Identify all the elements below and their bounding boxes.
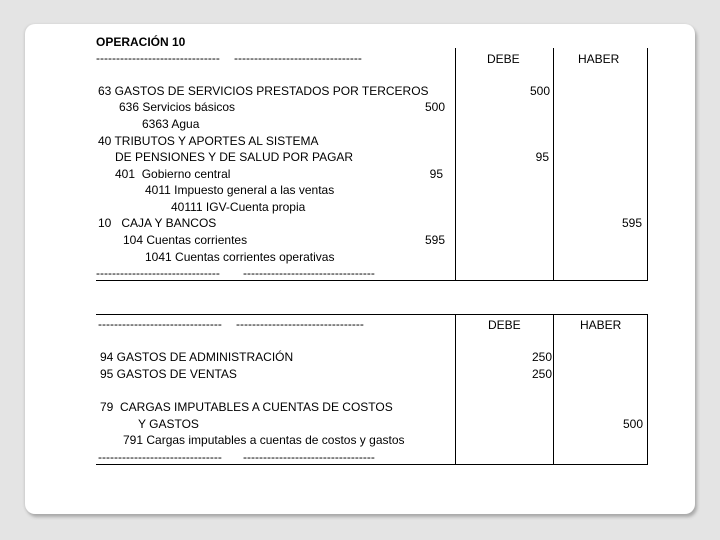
account-line: 79 CARGAS IMPUTABLES A CUENTAS DE COSTOS — [100, 400, 393, 414]
column-rule — [553, 48, 554, 280]
separator: ------------------------------- — [96, 51, 220, 65]
debe-amount: 250 — [531, 367, 552, 381]
separator: ------------------------------- — [96, 266, 220, 280]
rule — [96, 280, 648, 281]
account-line: 94 GASTOS DE ADMINISTRACIÓN — [100, 350, 294, 364]
account-line: 63 GASTOS DE SERVICIOS PRESTADOS POR TERCEROS — [98, 84, 429, 98]
account-line: 6363 Agua — [142, 117, 200, 131]
account-line: Y GASTOS — [138, 417, 199, 431]
partial-amount: 595 — [424, 233, 445, 247]
column-rule — [455, 314, 456, 464]
haber-amount: 595 — [621, 216, 642, 230]
haber-header: HABER — [578, 52, 620, 66]
account-line: 95 GASTOS DE VENTAS — [100, 367, 237, 381]
account-line: 1041 Cuentas corrientes operativas — [145, 250, 335, 264]
separator: ------------------------------- — [98, 317, 222, 331]
haber-amount: 500 — [622, 417, 643, 431]
separator: ------------------------------- — [98, 450, 222, 464]
account-line: 791 Cargas imputables a cuentas de costos y gastos — [123, 433, 405, 447]
haber-header: HABER — [580, 318, 622, 332]
partial-amount: 500 — [424, 100, 445, 114]
account-line: 401 Gobierno central — [115, 167, 231, 181]
column-rule — [647, 314, 648, 464]
account-line: 40111 IGV-Cuenta propia — [171, 200, 306, 214]
rule — [96, 464, 648, 465]
partial-amount: 95 — [429, 167, 443, 181]
separator: -------------------------------- — [236, 317, 364, 331]
rule — [96, 314, 648, 315]
debe-header: DEBE — [488, 318, 521, 332]
account-line: 636 Servicios básicos — [119, 100, 236, 114]
column-rule — [455, 48, 456, 280]
separator: -------------------------------- — [234, 51, 362, 65]
account-line: DE PENSIONES Y DE SALUD POR PAGAR — [115, 150, 354, 164]
account-line: 104 Cuentas corrientes — [123, 233, 248, 247]
column-rule — [647, 48, 648, 280]
column-rule — [553, 314, 554, 464]
separator: --------------------------------- — [243, 266, 375, 280]
debe-amount: 95 — [535, 150, 549, 164]
account-line: 4011 Impuesto general a las ventas — [145, 183, 335, 197]
account-line: 40 TRIBUTOS Y APORTES AL SISTEMA — [98, 134, 319, 148]
account-line: 10 CAJA Y BANCOS — [98, 216, 217, 230]
debe-amount: 500 — [529, 84, 550, 98]
debe-amount: 250 — [531, 350, 552, 364]
entry-title: OPERACIÓN 10 — [96, 35, 186, 49]
separator: --------------------------------- — [243, 450, 375, 464]
debe-header: DEBE — [487, 52, 520, 66]
